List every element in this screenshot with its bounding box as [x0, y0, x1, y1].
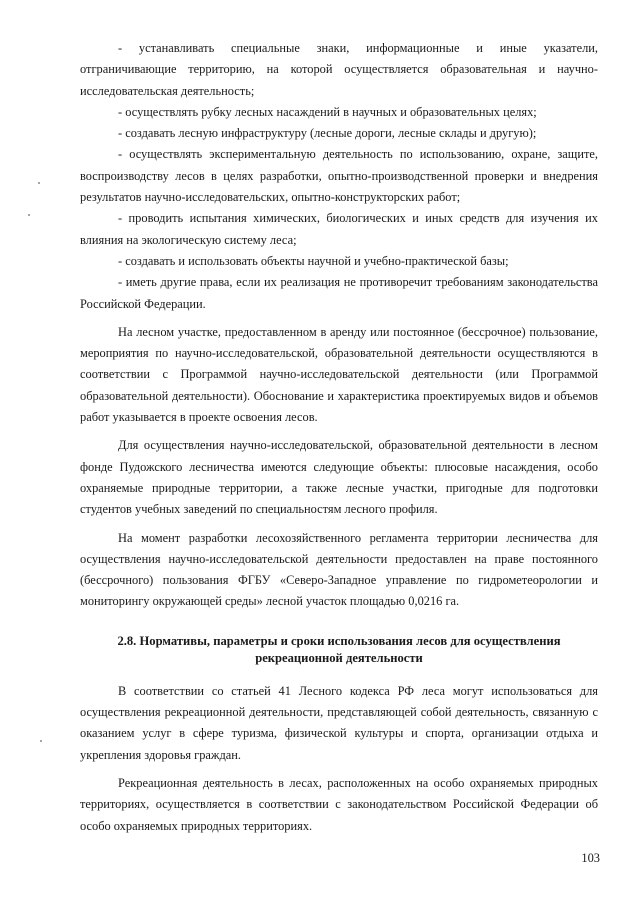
rights-item-signs: - устанавливать специальные знаки, информационные и иные указатели, отграничивающие территорию, на которой осуществляется образовательная и научно-исследовательская деятельность; — [80, 41, 598, 98]
rights-item-objects: - создавать и использовать объекты научной и учебно-практической базы; — [118, 253, 509, 268]
page-number: 103 — [581, 851, 600, 865]
rights-item-testing: - проводить испытания химических, биологических и иных средств для изучения их влияния на экологическую систему леса; — [80, 211, 598, 247]
paragraph-land-plot: На момент разработки лесохозяйственного регламента территории лесничества для осуществления научно-исследовательской деятельности предоставлен на праве постоянного (бессрочного) пользования ФГБУ «Северо-Западное управление по гидрометеорологии и мониторингу окружающей среды» лесной участок площадью 0,0216 га. — [80, 530, 598, 609]
rights-item-experimental: - осуществлять экспериментальную деятельность по использованию, охране, защите, воспроизводству лесов в целях разработки, опытно-производственной проверки и внедрения результатов научно-исследовательских, опытно-конструкторских работ; — [80, 147, 598, 205]
paragraph-recreation-definition: В соответствии со статьей 41 Лесного кодекса РФ леса могут использоваться для осуществления рекреационной деятельности, представляющей собой деятельность, связанную с оказанием услуг в сфере туризма, физической культуры и спорта, организации отдыха и укрепления здоровья граждан. — [80, 683, 598, 762]
paragraph-research-objects: Для осуществления научно-исследовательской, образовательной деятельности в лесном фонде Пудожского лесничества имеются следующие объекты: плюсовые насаждения, особо охраняемые природные территории, а также лесные участки, пригодные для подготовки студентов учебных заведений по специальностям лесного профиля. — [80, 438, 598, 517]
rights-item-other: - иметь другие права, если их реализация не противоречит требованиям законодательства Российской Федерации. — [80, 275, 598, 311]
section-heading-line1: 2.8. Нормативы, параметры и сроки использования лесов для осуществления — [117, 633, 561, 648]
section-heading-line2: рекреационной деятельности — [255, 650, 423, 665]
section-heading — [80, 633, 598, 667]
page-content — [80, 38, 598, 837]
paragraph-recreation-protected: Рекреационная деятельность в лесах, расположенных на особо охраняемых природных территориях, осуществляется в соответствии с законодательством Российской Федерации об особо охраняемых природных территориях. — [80, 775, 598, 833]
rights-item-felling: - осуществлять рубку лесных насаждений в научных и образовательных целях; — [118, 104, 537, 119]
rights-item-infrastructure: - создавать лесную инфраструктуру (лесные дороги, лесные склады и другую); — [118, 126, 537, 141]
scan-speck — [28, 214, 30, 216]
scan-speck — [40, 740, 42, 742]
paragraph-lease-activities: На лесном участке, предоставленном в аренду или постоянное (бессрочное) пользование, мероприятия по научно-исследовательской, образовательной деятельности осуществляются в соответствии с Программой научно-исследовательской деятельности (или Программой образовательной деятельности). Обоснование и характеристика проектируемых видов и объемов работ указывается в проекте освоения лесов. — [80, 324, 598, 425]
scan-speck — [38, 182, 40, 184]
